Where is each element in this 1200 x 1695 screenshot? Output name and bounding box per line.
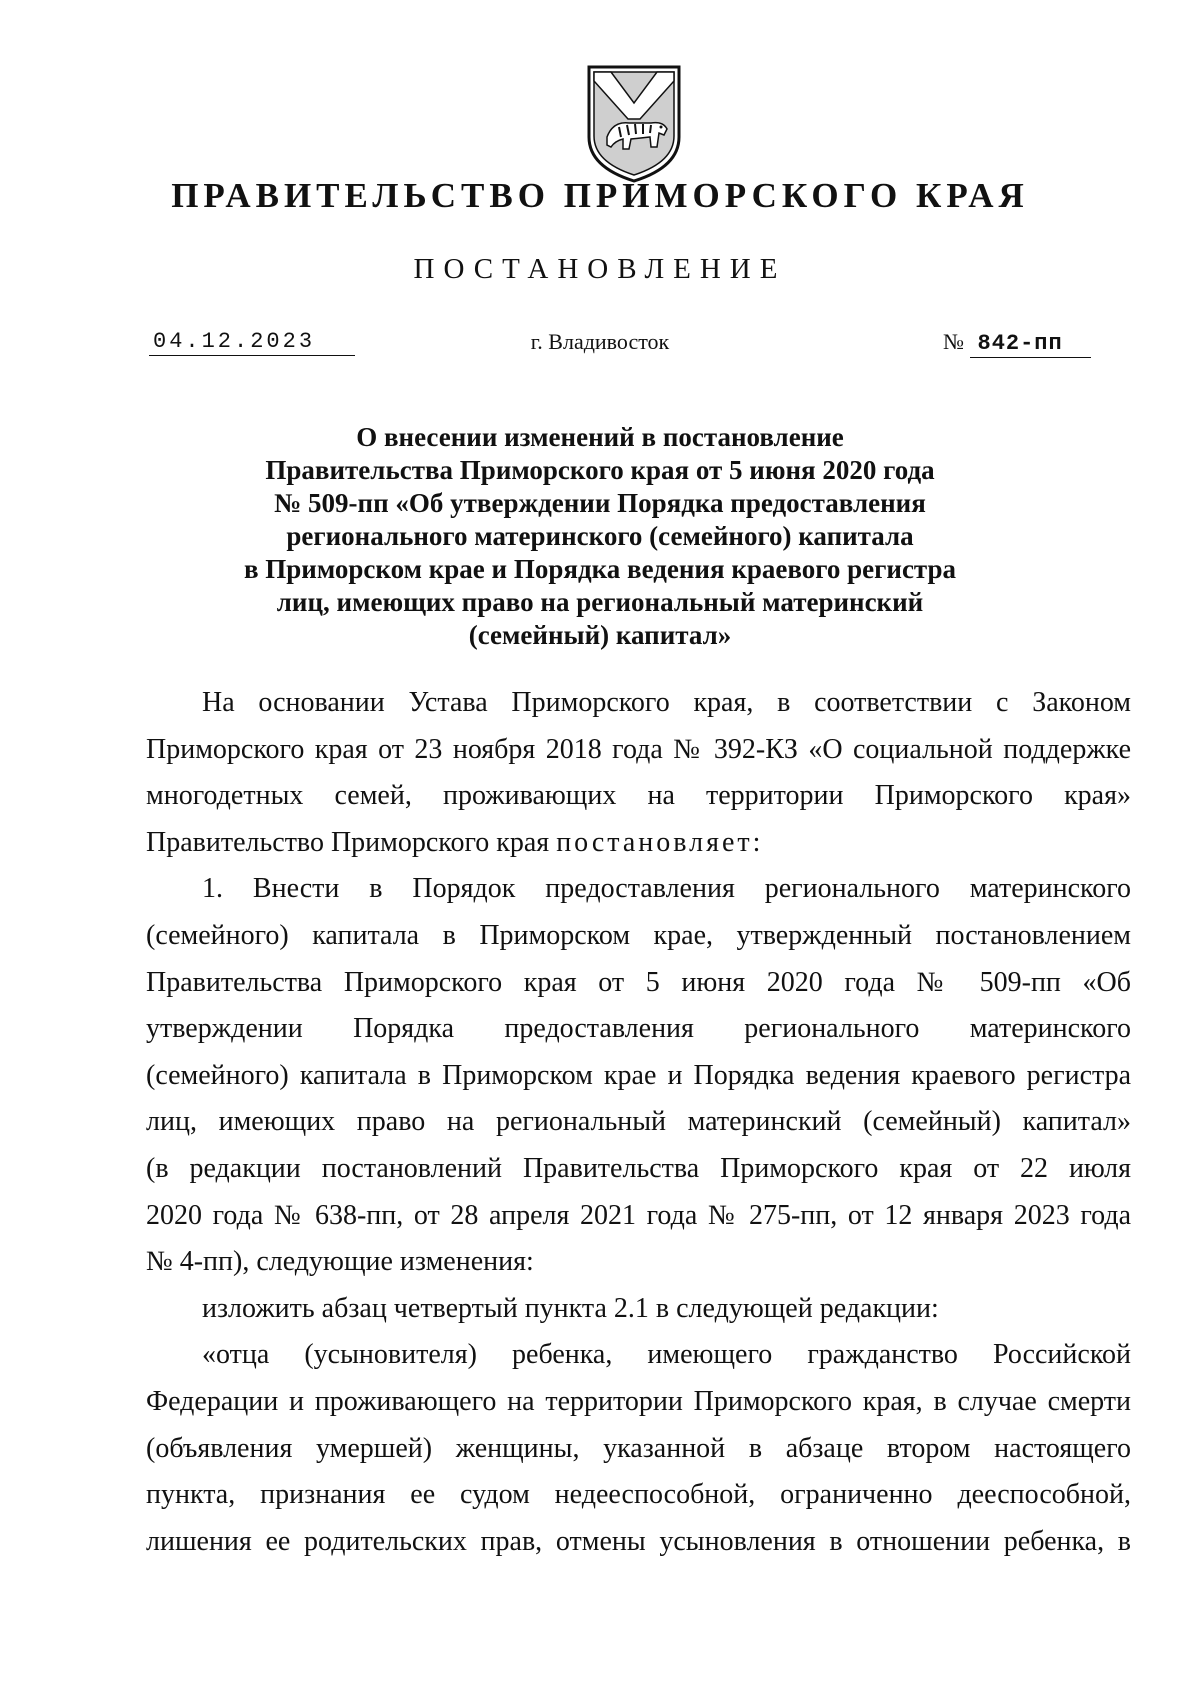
document-type: ПОСТАНОВЛЕНИЕ [413,253,787,285]
text-line: (в редакции постановлений Правительства Приморского края от 22 июля [146,1152,1131,1184]
text-line: лиц, имеющих право на региональный материнский (семейный) капитал» [146,1106,1131,1138]
paragraph-preamble [146,680,1131,866]
text-line: утверждении Порядка предоставления регионального материнского [146,1013,1131,1045]
coat-of-arms-emblem [585,63,683,185]
text-line: многодетных семей, проживающих на территории Приморского края» [146,780,1131,812]
preamble-verb: постановляет: [556,826,764,858]
text-line: На основании Устава Приморского края, в соответствии с Законом [202,687,1131,718]
text-line: (семейного) капитала в Приморском крае, утвержденный постановлением [146,919,1131,951]
number-value: 842-пп [970,331,1091,358]
heading-line: № 509-пп «Об утверждении Порядка предоставления [274,488,926,518]
text-line: пункта, признания ее судом недееспособной, ограниченно дееспособной, [146,1479,1131,1511]
document-heading [0,421,1200,652]
document-city: г. Владивосток [530,329,670,354]
text-line: «отца (усыновителя) ребенка, имеющего гражданство Российской [202,1339,1131,1371]
text-line: 1. Внести в Порядок предоставления регионального материнского [202,873,1131,905]
text-line: Федерации и проживающего на территории Приморского края, в случае смерти [146,1385,1131,1417]
number-prefix: № [943,329,964,354]
paragraph-new-text [146,1332,1131,1565]
text-line: (объявления умершей) женщины, указанной в абзаце втором настоящего [146,1432,1131,1464]
heading-line: (семейный) капитал» [468,620,732,650]
heading-line: О внесении изменений в постановление [356,422,844,452]
heading-line: в Приморском крае и Порядка ведения краевого регистра [243,554,957,584]
text-line: № 4-пп), следующие изменения: [146,1246,534,1278]
paragraph-instruction [146,1286,1131,1333]
preamble-subject: Правительство Приморского края [146,826,557,858]
document-body [146,680,1131,1565]
text-line: лишения ее родительских прав, отмены усыновления в отношении ребенка, в [146,1525,1131,1557]
text-line: 2020 года № 638-пп, от 28 апреля 2021 года № 275-пп, от 12 января 2023 года [146,1199,1131,1231]
text-line [146,820,1131,867]
government-title: ПРАВИТЕЛЬСТВО ПРИМОРСКОГО КРАЯ [171,176,1029,215]
text-line: изложить абзац четвертый пункта 2.1 в следующей редакции: [202,1292,939,1324]
text-line: (семейного) капитала в Приморском крае и Порядка ведения краевого регистра [146,1059,1131,1091]
text-line: Приморского края от 23 ноября 2018 года № 392-КЗ «О социальной поддержке [146,733,1131,765]
paragraph-item-1 [146,866,1131,1285]
heading-line: лиц, имеющих право на региональный материнский [276,587,924,617]
heading-line: регионального материнского (семейного) капитала [286,521,914,551]
document-number [943,329,1091,358]
text-line: Правительства Приморского края от 5 июня 2020 года № 509-пп «Об [146,966,1131,998]
document-date: 04.12.2023 [149,329,355,356]
heading-line: Правительства Приморского края от 5 июня 2020 года [265,455,935,485]
